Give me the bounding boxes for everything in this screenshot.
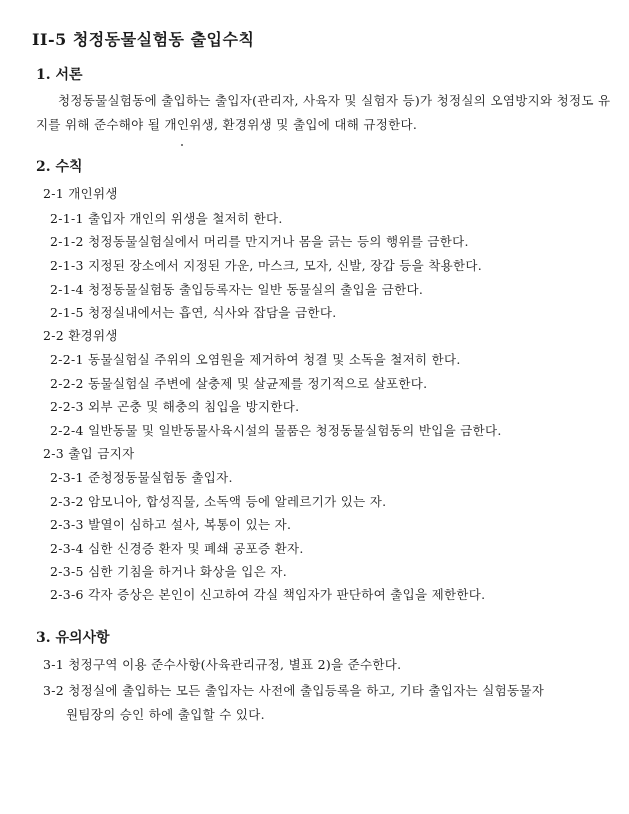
rule-2-3-1: 2-3-1 준청정동물실험동 출입자. — [50, 470, 233, 485]
rule-2-2-2: 2-2-2 동물실험실 주변에 살충제 및 살균제를 정기적으로 살포한다. — [50, 376, 428, 391]
subsection-2-2-heading: 2-2 환경위생 — [43, 328, 118, 343]
rule-2-1-1: 2-1-1 출입자 개인의 위생을 철저히 한다. — [50, 211, 283, 226]
rule-2-1-4: 2-1-4 청정동물실험동 출입등록자는 일반 동물실의 출입을 금한다. — [50, 282, 424, 297]
rule-2-1-5: 2-1-5 청정실내에서는 흡연, 식사와 잡담을 금한다. — [50, 305, 337, 320]
section-3-heading: 3. 유의사항 — [36, 630, 110, 646]
intro-paragraph-line-1: 청정동물실험동에 출입하는 출입자(관리자, 사육자 및 실험자 등)가 청정실의 오염방지와 청정도 유 — [58, 93, 611, 108]
rule-2-3-5: 2-3-5 심한 기침을 하거나 화상을 입은 자. — [50, 564, 287, 579]
note-3-2-line-1: 3-2 청정실에 출입하는 모든 출입자는 사전에 출입등록을 하고, 기타 출입자는 실험동물자 — [43, 683, 545, 698]
note-3-2-line-2: 원팀장의 승인 하에 출입할 수 있다. — [66, 707, 265, 722]
rule-2-3-4: 2-3-4 심한 신경증 환자 및 폐쇄 공포증 환자. — [50, 541, 304, 556]
rule-2-1-3: 2-1-3 지정된 장소에서 지정된 가운, 마스크, 모자, 신발, 장갑 등을 착용한다. — [50, 258, 483, 273]
rule-2-3-2: 2-3-2 암모니아, 합성직물, 소독액 등에 알레르기가 있는 자. — [50, 494, 387, 509]
rule-2-2-1: 2-2-1 동물실험실 주위의 오염원을 제거하여 청결 및 소독을 철저히 한다. — [50, 352, 461, 367]
scan-speck — [181, 144, 183, 146]
rule-2-2-3: 2-2-3 외부 곤충 및 해충의 침입을 방지한다. — [50, 399, 300, 414]
rule-2-3-6: 2-3-6 각자 증상은 본인이 신고하여 각실 책임자가 판단하여 출입을 제한한다. — [50, 587, 486, 602]
intro-paragraph-line-2: 지를 위해 준수해야 될 개인위생, 환경위생 및 출입에 대해 규정한다. — [36, 117, 418, 132]
section-2-heading: 2. 수칙 — [36, 159, 83, 175]
rule-2-2-4: 2-2-4 일반동물 및 일반동물사육시설의 물품은 청정동물실험동의 반입을 금한다. — [50, 423, 502, 438]
note-3-1: 3-1 청정구역 이용 준수사항(사육관리규정, 별표 2)을 준수한다. — [43, 657, 402, 672]
section-1-heading: 1. 서론 — [36, 67, 83, 83]
subsection-2-3-heading: 2-3 출입 금지자 — [43, 446, 135, 461]
rule-2-3-3: 2-3-3 발열이 심하고 설사, 복통이 있는 자. — [50, 517, 292, 532]
document-title: II-5 청정동물실험동 출입수칙 — [32, 30, 255, 49]
rule-2-1-2: 2-1-2 청정동물실험실에서 머리를 만지거나 몸을 긁는 등의 행위를 금한다. — [50, 234, 469, 249]
subsection-2-1-heading: 2-1 개인위생 — [43, 186, 118, 201]
